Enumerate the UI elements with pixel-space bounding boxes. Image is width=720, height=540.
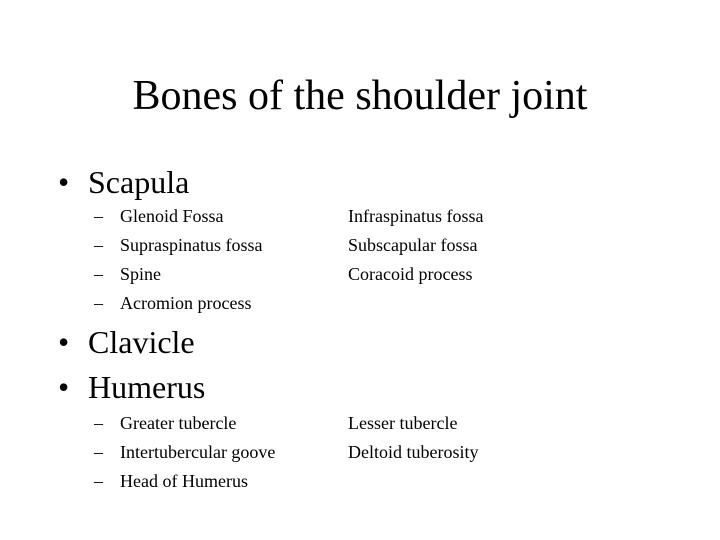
- sub-item: – Acromion process: [94, 293, 252, 313]
- sub-item: – Head of Humerus: [94, 471, 248, 491]
- sub-item: – Greater tubercle: [94, 413, 237, 433]
- bullet-clavicle: [58, 324, 195, 360]
- sub-item-right: Lesser tubercle: [348, 413, 458, 433]
- sub-item: – Intertubercular goove: [94, 442, 276, 462]
- bullet-marker: •: [58, 324, 70, 360]
- sub-item: – Supraspinatus fossa: [94, 235, 263, 255]
- bullet-marker: •: [58, 369, 70, 405]
- bullet-marker: •: [58, 164, 70, 200]
- sub-item: – Glenoid Fossa: [94, 206, 224, 226]
- slide-title: Bones of the shoulder joint: [132, 73, 588, 119]
- sub-item-right: Infraspinatus fossa: [348, 206, 484, 226]
- bullet-humerus: [58, 369, 205, 405]
- sub-item-right: Coracoid process: [348, 264, 473, 284]
- bullet-label: Scapula: [88, 164, 190, 200]
- sub-item-right: Subscapular fossa: [348, 235, 478, 255]
- bullet-label: Humerus: [88, 369, 206, 405]
- sub-item: – Spine: [94, 264, 162, 284]
- sub-item-right: Deltoid tuberosity: [348, 442, 479, 462]
- bullet-label: Clavicle: [88, 324, 195, 360]
- bullet-scapula: [58, 164, 189, 200]
